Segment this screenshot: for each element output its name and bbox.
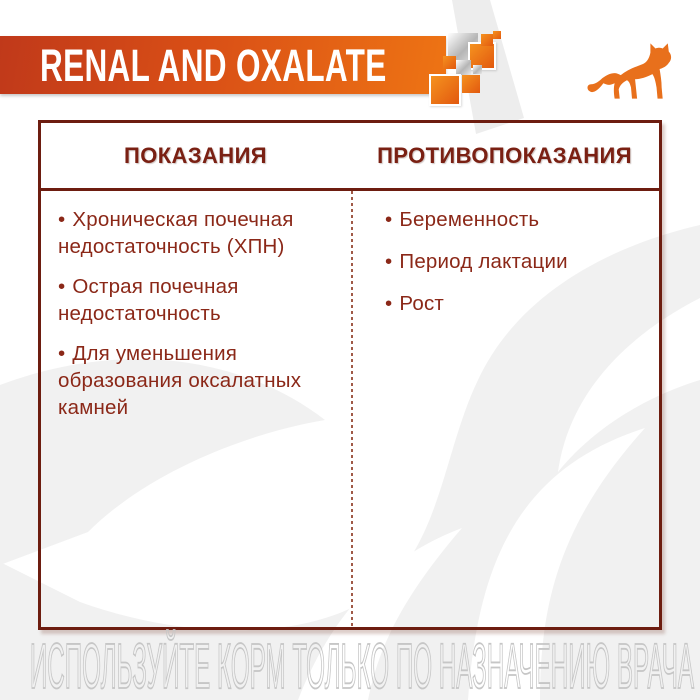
list-item-text: Для уменьшения образования оксалатных камней [58, 342, 302, 420]
table-body [41, 191, 659, 627]
mosaic-square-orange [429, 74, 461, 106]
list-item [385, 248, 641, 275]
list-item-text: Хроническая почечная недостаточность (ХПН) [58, 208, 294, 259]
column-header-contraindications: ПРОТИВОПОКАЗАНИЯ [377, 142, 632, 168]
bullet: • [385, 208, 393, 231]
page-title: RENAL AND OXALATE [40, 39, 387, 91]
footer-warning-text: ИСПОЛЬЗУЙТЕ КОРМ ТОЛЬКО ПО НАЗНАЧЕНИЮ ВРАЧА [29, 630, 662, 700]
contraindications-cell [353, 191, 659, 627]
bullet: • [58, 208, 66, 231]
bullet: • [385, 292, 393, 316]
table-header-row [41, 123, 659, 191]
indications-cell [41, 191, 353, 627]
list-item-text: Рост [399, 292, 445, 316]
list-item [58, 206, 329, 260]
bullet: • [385, 250, 393, 274]
list-item-text: Беременность [399, 208, 540, 231]
list-item [58, 273, 329, 327]
column-header-indications: ПОКАЗАНИЯ [123, 142, 268, 168]
mosaic-square-orange [481, 34, 493, 46]
list-item-text: Острая почечная недостаточность [58, 275, 239, 326]
cat-icon [586, 34, 678, 106]
list-item [58, 340, 329, 421]
mosaic-square-orange [443, 56, 456, 69]
list-item-text: Период лактации [399, 250, 568, 274]
mosaic-square-orange [462, 75, 480, 93]
mosaic-square-silver [456, 60, 471, 75]
footer-warning [0, 626, 700, 700]
title-banner [0, 36, 446, 94]
list-item [385, 290, 641, 317]
list-item [385, 206, 641, 233]
mosaic-square-orange [493, 31, 501, 39]
column-divider [351, 191, 353, 627]
mosaic-square-silver [473, 65, 482, 74]
bullet: • [58, 275, 66, 299]
bullet: • [58, 342, 66, 366]
indications-table [38, 120, 662, 630]
